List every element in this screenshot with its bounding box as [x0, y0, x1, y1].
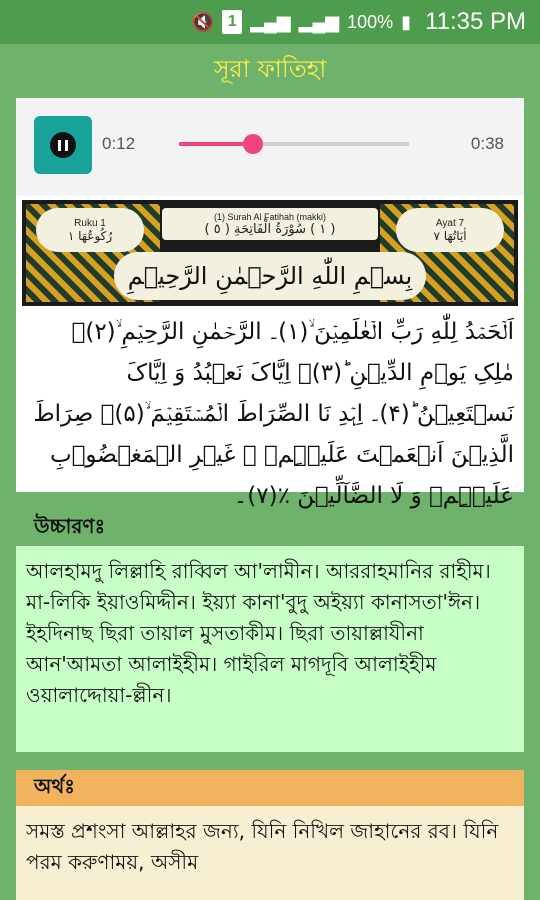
- signal-icon: ▂▄▆: [250, 12, 291, 32]
- surah-banner: [22, 200, 518, 306]
- pause-button[interactable]: [34, 116, 92, 174]
- ayat-label: Ayat 7: [435, 217, 465, 229]
- battery-icon: ▮: [401, 12, 412, 32]
- pronunciation-text: আলহামদু লিল্লাহি রাব্বিল আ'লামীন। আররাহমানির রাহীম। মা-লিকি ইয়াওমিদ্দীন। ইয়্যা কানা'বুদু অইয়্যা কানাসতা'ঈন। ইহদিনাছ ছিরা তায়াল মুসতাকীম। ছিরা তায়াল্লাযীনা আন'আমতা আলাইহীম। গাইরিল মাগদূবি আলাইহীম ওয়ালাদ্দোয়া-ল্লীন।: [16, 546, 524, 752]
- ruku-arabic: رُكُوعُهَا ١: [67, 228, 113, 243]
- pronunciation-heading: উচ্চারণঃ: [16, 510, 524, 546]
- surah-arabic: ( ١ ) سُوْرَةُ الْفَاتِحَةِ ( ٥ ): [204, 221, 336, 237]
- ruku-label: Ruku 1: [74, 217, 106, 229]
- meaning-text: সমস্ত প্রশংসা আল্লাহর জন্য, যিনি নিখিল জাহানের রব। যিনি পরম করুণাময়, অসীম: [16, 806, 524, 900]
- surah-name-plate: [162, 208, 378, 240]
- bismillah: بِسۡمِ اللّٰهِ الرَّحۡمٰنِ الرَّحِیۡمِ: [114, 252, 426, 300]
- ayat-tag: [396, 208, 504, 252]
- signal-icon-2: ▂▄▆: [298, 12, 340, 32]
- surah-label: (1) Surah Al Fatihah (makki): [213, 211, 327, 222]
- mute-icon: 🔇: [191, 12, 215, 32]
- seek-bar[interactable]: [179, 142, 409, 146]
- audio-player: [16, 98, 524, 196]
- page-title: সূরা ফাতিহা: [213, 55, 327, 83]
- pause-icon: [50, 132, 76, 158]
- ruku-tag: [36, 208, 144, 252]
- surah-card: [16, 98, 524, 509]
- seek-progress: [179, 142, 253, 146]
- ayat-arabic: اٰيَاتُهَا ٧: [433, 228, 467, 243]
- current-time: 0:12: [102, 134, 136, 153]
- battery-percent: 100%: [347, 11, 394, 32]
- seek-thumb[interactable]: [243, 134, 263, 154]
- status-bar: [0, 0, 540, 44]
- clock: 11:35 PM: [425, 8, 526, 35]
- arabic-verses: اَلۡحَمۡدُ لِلّٰهِ رَبِّ الۡعٰلَمِیۡنَ ۙ(۱)۔ الرَّحۡمٰنِ الرَّحِیۡمِ ۙ(۲)۔ مٰلِکِ یَوۡمِ الدِّیۡنِ ؕ(۳)۔ اِیَّاکَ نَعۡبُدُ وَ اِیَّاکَ نَسۡتَعِیۡنُ ؕ(۴)۔ اِہۡدِ نَا الصِّرَاطَ الۡمُسۡتَقِیۡمَ ۙ(۵)۔ صِرَاطَ الَّذِیۡنَ اَنۡعَمۡتَ عَلَیۡہِمۡ ۬ غَیۡرِ الۡمَغۡضُوۡبِ عَلَیۡہِمۡ وَ لَا الضَّآلِّیۡنَ ٪(۷)۔: [33, 319, 514, 509]
- meaning-heading: অর্থঃ: [16, 770, 524, 806]
- sim-badge: 1: [222, 10, 242, 34]
- duration: 0:38: [470, 134, 504, 153]
